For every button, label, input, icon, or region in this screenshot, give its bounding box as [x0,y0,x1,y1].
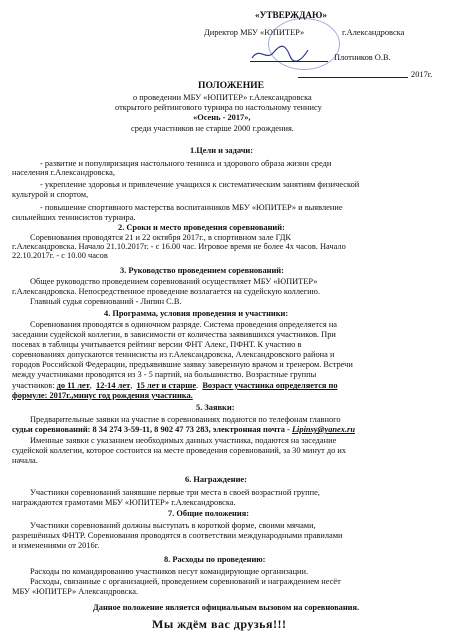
s4-line-5: городов Российской Федерации, предъявившие заявку заверенную врачом и тренером. Встречи [12,360,353,369]
age-group-3: 15 лет и старше [136,381,197,390]
s2-line-1: Соревнования проводятся 21 и 22 октября 2017г., в спортивном зале ГДК [30,233,291,242]
date-line [298,76,408,78]
s3-line-3: Главный судья соревнований - Липин С.В. [30,297,182,306]
s8-line-2: Расходы, связанные с организацией, проведением соревнований и награждением несёт [30,577,341,586]
s1-p3a: - повышение спортивного мастерства воспитанников МБУ «ЮПИТЕР» и выявление [40,203,343,212]
s6-line-2: награждаются грамотами МБУ «ЮПИТЕР» г.Александровска. [12,498,236,507]
s5-line-2 [12,425,355,435]
s5-line-4: судейской коллегии, которое состоится на месте проведения соревнований, за 30 минут до их [12,446,347,455]
s5-line-1: Предварительные заявки на участие в соревнованиях подаются по телефонам главного [30,415,341,424]
s1-p1b: населения г.Александровска, [12,168,115,177]
title-line-4: среди участников не старше 2000 г.рождения. [131,124,294,133]
signer-name: Плотников О.В. [334,53,391,62]
age-group-2: 12-14 лет [96,381,131,390]
s3-line-1: Общее руководство проведением соревнований осуществляет МБУ «ЮПИТЕР» [30,277,318,286]
s1-p1a: - развитие и популяризация настольного тенниса и здорового образа жизни среди [40,159,332,168]
director-line: Директор МБУ «ЮПИТЕР» [204,28,305,37]
s2-line-2: г.Александровска. Начало 21.10.2017г. - с 16.00 час. Игровое время не более 4х часов. Начало [12,242,346,251]
s8-line-1: Расходы по командированию участников несут командирующие организации. [30,567,309,576]
s4-line-3: посевах в таблицы учитывается рейтинг версии ФНТ Алекс, ПФНТ. К участию в [12,340,302,349]
email-link[interactable]: Lipinsy@yanex.ru [291,425,355,434]
s4-line-7: участников: до 11 лет, 12-14 лет, 15 лет и старше. Возраст участника определяется по [12,381,338,390]
s3-line-2: г.Александровска. Непосредственное проведение возлагается на судейскую коллегию. [12,287,320,296]
phone-line: судьи соревнований: 8 34 274 3-59-11, 8 902 47 73 283, электронная почта - [12,425,290,434]
s5-heading: 5. Заявки: [196,403,235,412]
s5-line-5: начала. [12,456,38,465]
doc-title: ПОЛОЖЕНИЕ [198,80,265,91]
s5-line-3: Именные заявки с указанием необходимых данных участника, подаются на заседание [30,436,337,445]
s4-line-2: заседании судейской коллегии, в зависимости от количества заявившихся участников. При [12,330,336,339]
age-group-1: до 11 лет [56,381,90,390]
age-rule: Возраст участника определяется по [202,381,338,390]
age-groups-label: участников: [12,381,55,390]
approve-stamp-text: «УТВЕРЖДАЮ» [255,10,327,20]
s1-p2a: - укрепление здоровья и привлечение учащихся к систематическим занятиям физической [40,180,360,189]
s4-line-8: формуле: 2017г.,минус год рождения участника. [12,391,193,400]
s7-line-3: и изменениями от 2016г. [12,541,100,550]
s6-heading: 6. Награждение: [185,475,247,484]
signature-line [250,60,328,62]
s7-line-1: Участники соревнований должны выступать в короткой форме, своими мячами, [30,521,316,530]
s1-heading: 1.Цели и задачи: [190,146,254,155]
s7-line-2: разрешённых ФНТР. Соревнования проводятся в соответствии международными правилами [12,531,343,540]
footer-line-1: Данное положение является официальным вызовом на соревнования. [93,603,360,612]
s2-heading: 2. Сроки и место проведения соревнований: [118,223,285,232]
s3-heading: 3. Руководство проведением соревнований: [120,266,284,275]
footer-line-2: Мы ждём вас друзья!!! [152,617,287,631]
s4-line-6: между участниками проводятся из 3 - 5 партий, на большинство. Возрастные группы [12,370,317,379]
s4-heading: 4. Программа, условия проведения и участники: [104,309,289,318]
s1-p2b: культурой и спортом, [12,190,89,199]
s1-p3b: сильнейших теннисистов турнира. [12,213,136,222]
title-line-1: о проведении МБУ «ЮПИТЕР» г.Александровска [133,93,312,102]
header-city: г.Александровска [342,28,405,37]
s8-line-3: МБУ «ЮПИТЕР» Александровска. [12,587,139,596]
s7-heading: 7. Общие положения: [168,509,250,518]
s8-heading: 8. Расходы по проведению: [164,555,266,564]
s6-line-1: Участники соревнований занявшие первые три места в своей возрастной группе, [30,488,320,497]
s4-line-4: соревнованиях допускаются теннисисты из г.Александровска, Александровского района и [12,350,335,359]
title-line-3: «Осень - 2017», [193,113,251,122]
header-year: 2017г. [411,70,433,79]
s2-line-3: 22.10.2017г. - с 10.00 часов [12,251,108,260]
title-line-2: открытого рейтингового турнира по настольному теннису [115,103,322,112]
s4-line-1: Соревнования проводятся в одиночном разряде. Система проведения определяется на [30,320,338,329]
